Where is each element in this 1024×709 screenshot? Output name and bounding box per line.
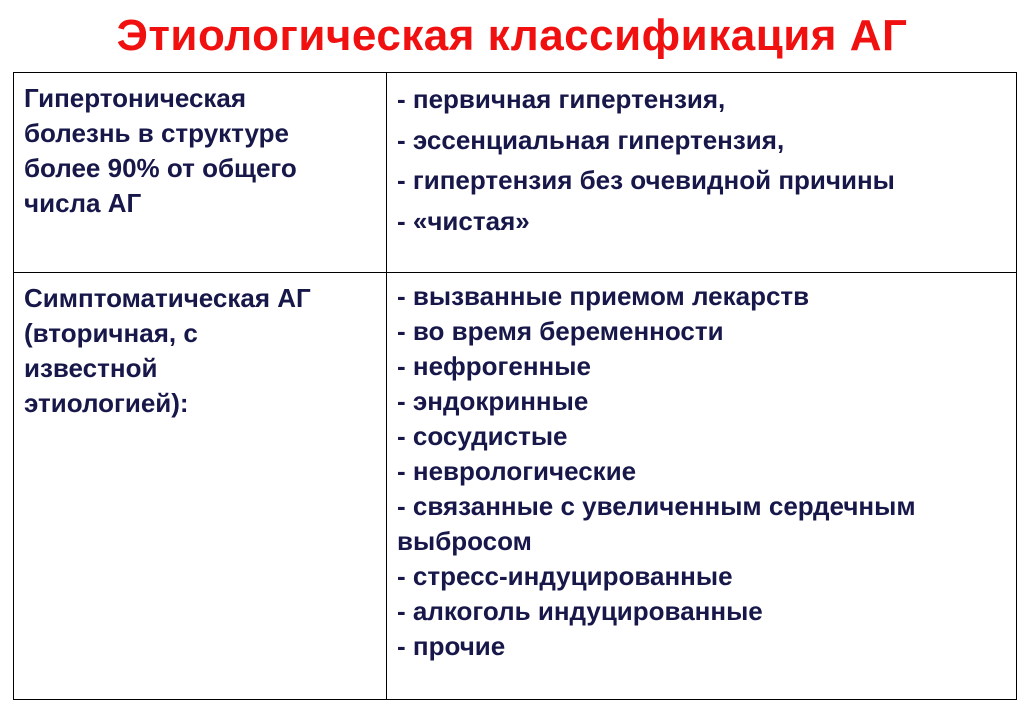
items-list (387, 273, 1016, 664)
list-item: - алкоголь индуцированные (397, 596, 763, 626)
list-item: - вызванные приемом лекарств (397, 281, 810, 311)
table-cell-items (387, 73, 1017, 273)
list-item: - «чистая» (397, 205, 530, 236)
classification-table (13, 72, 1017, 700)
list-item: - эндокринные (397, 386, 589, 416)
category-label: Симптоматическая АГ (вторичная, с известной этиологией): (24, 283, 311, 418)
table-row (14, 73, 1017, 273)
page-title: Этиологическая классификация АГ (116, 11, 908, 60)
category-label: Гипертоническая болезнь в структуре более 90% от общего числа АГ (24, 83, 297, 218)
table-cell-category (14, 273, 387, 700)
list-item: - сосудистые (397, 421, 568, 451)
list-item: - неврологические (397, 456, 637, 486)
list-item: - первичная гипертензия, (397, 84, 726, 114)
table-cell-items (387, 273, 1017, 700)
list-item: - эссенциальная гипертензия, (397, 124, 785, 155)
list-item: - связанные с увеличенным сердечным выбросом (397, 491, 916, 556)
table-cell-category (14, 73, 387, 273)
list-item: - стресс-индуцированные (397, 561, 733, 591)
list-item: - прочие (397, 631, 506, 661)
table-row (14, 273, 1017, 700)
list-item: - гипертензия без очевидной причины (397, 165, 895, 195)
list-item: - нефрогенные (397, 351, 591, 381)
items-list (387, 73, 1016, 241)
list-item: - во время беременности (397, 316, 724, 346)
